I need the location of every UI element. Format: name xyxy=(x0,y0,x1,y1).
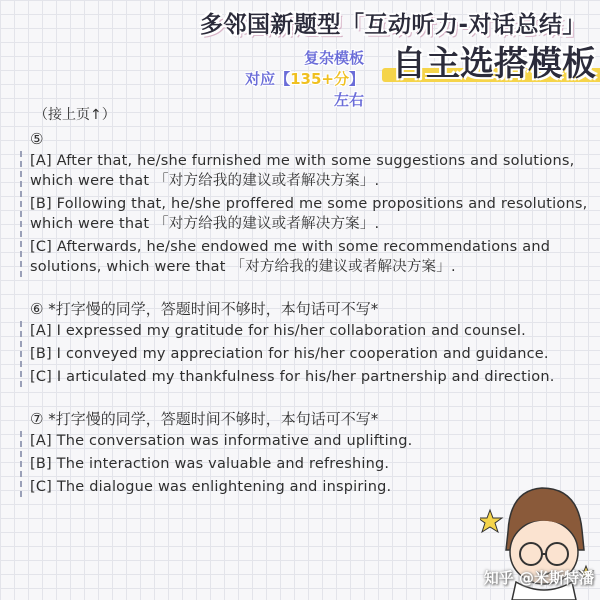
section-6 xyxy=(20,299,592,387)
option-b: [B] Following that, he/she proffered me some propositions and resolutions, which were that 「对方给我的建议或者解决方案」. xyxy=(30,196,588,232)
option-a: [A] I expressed my gratitude for his/her collaboration and counsel. xyxy=(30,323,526,339)
watermark: 知乎 @米斯特潘 xyxy=(483,569,594,587)
subtitle-line-2: 对应【135+分】左右 xyxy=(245,70,364,109)
option-list xyxy=(20,151,592,277)
continued-hint: （接上页↑） xyxy=(34,107,116,123)
template-title: 自主选搭模板 xyxy=(382,42,600,86)
option-list xyxy=(20,321,592,387)
option-b: [B] The interaction was valuable and refreshing. xyxy=(30,456,390,472)
section-number: ⑦ *打字慢的同学，答题时间不够时，本句话可不写* xyxy=(30,410,379,428)
option-a: [A] After that, he/she furnished me with some suggestions and solutions, which were that 「对方给我的建议或者解决方案」. xyxy=(30,153,575,189)
option-c: [C] Afterwards, he/she endowed me with some recommendations and solutions, which were that 「对方给我的建议或者解决方案」. xyxy=(30,239,551,275)
header xyxy=(0,0,600,109)
score-label: 135+分 xyxy=(290,70,349,88)
subtitle-box xyxy=(236,48,364,111)
option-b: [B] I conveyed my appreciation for his/her cooperation and guidance. xyxy=(30,346,549,362)
content xyxy=(20,105,592,505)
subtitle-line-1: 复杂模板 xyxy=(303,49,364,67)
option-c: [C] The dialogue was enlightening and inspiring. xyxy=(30,479,392,495)
section-number: ⑤ xyxy=(30,130,44,148)
section-5 xyxy=(20,129,592,277)
page-title: 多邻国新题型「互动听力-对话总结」 xyxy=(199,12,586,38)
section-number: ⑥ *打字慢的同学，答题时间不够时，本句话可不写* xyxy=(30,300,379,318)
option-c: [C] I articulated my thankfulness for his/her partnership and direction. xyxy=(30,369,555,385)
section-note: *打字慢的同学，答题时间不够时，本句话可不写* xyxy=(48,410,379,428)
section-note: *打字慢的同学，答题时间不够时，本句话可不写* xyxy=(48,300,379,318)
option-a: [A] The conversation was informative and uplifting. xyxy=(30,433,413,449)
